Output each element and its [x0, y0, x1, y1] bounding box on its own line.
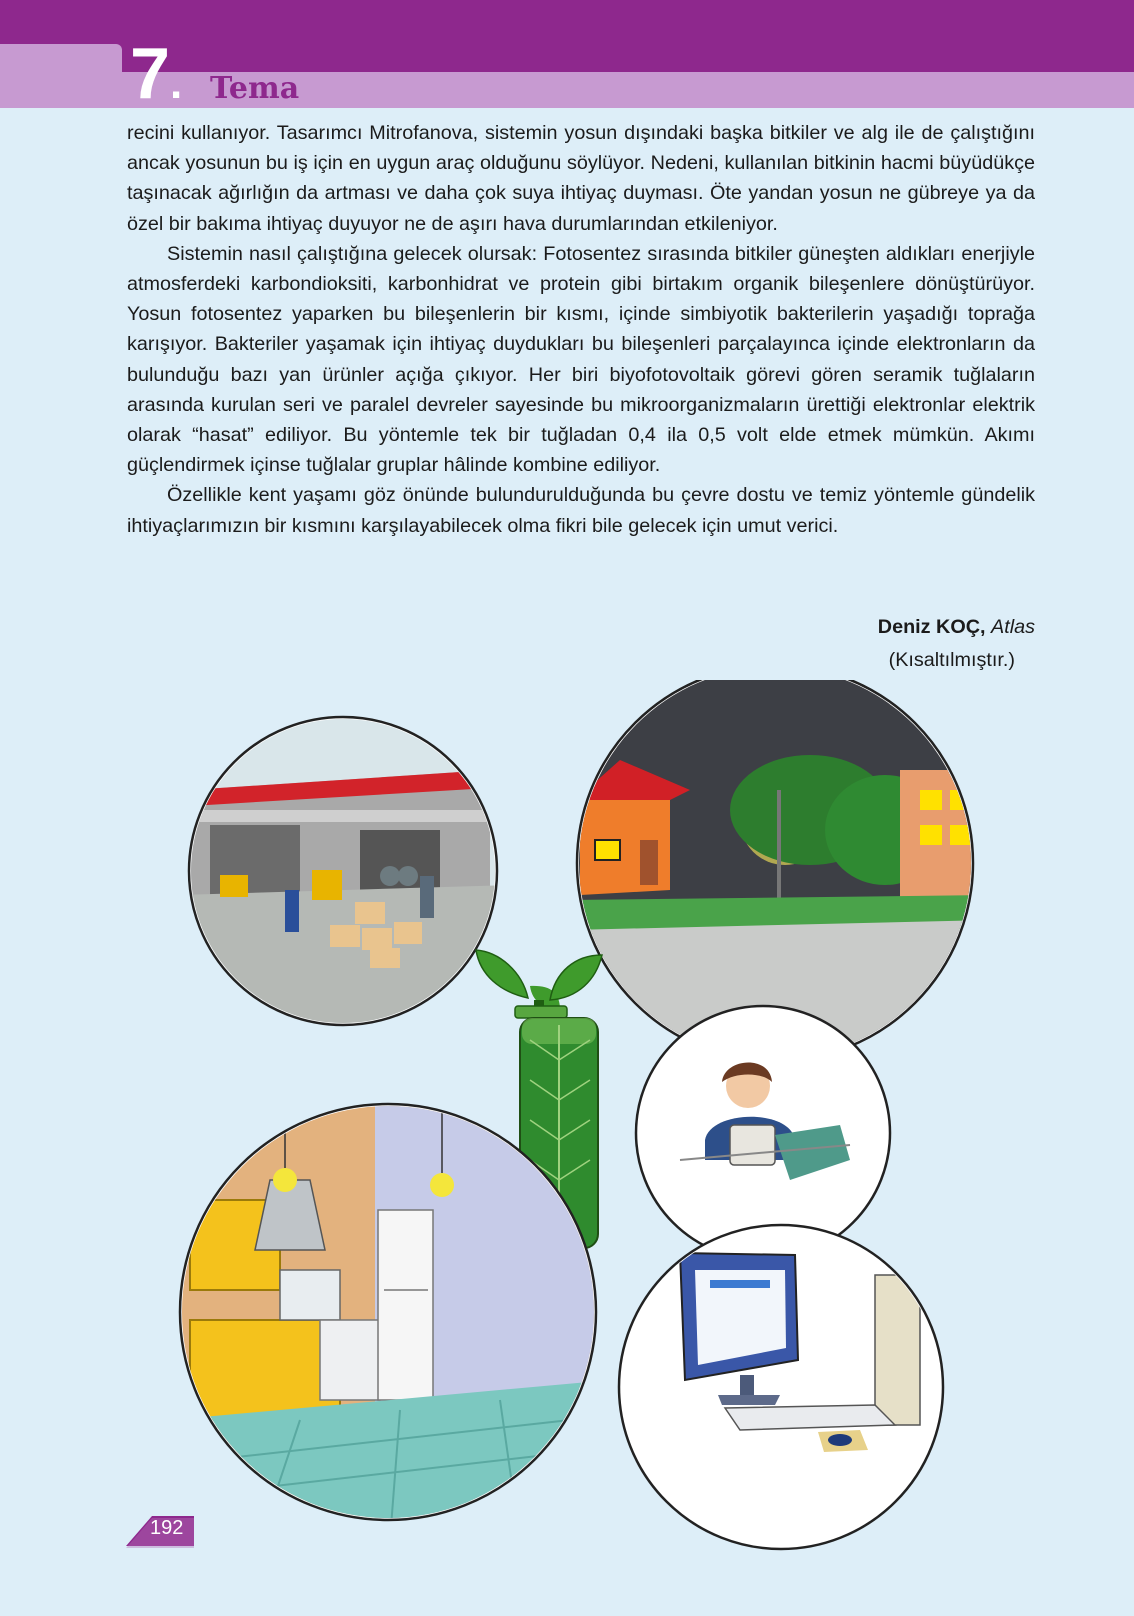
warehouse-scene: [180, 710, 510, 1040]
chapter-title: Tema: [210, 71, 300, 106]
paragraph-2: Sistemin nasıl çalıştığına gelecek olursak: Fotosentez sırasında bitkiler güneşten aldıkları enerjiyle atmosferdeki karbondioksiti, karbonhidrat ve protein gibi birtakım organik bileşenlere dönüştürüyor. Yosun fotosentez yaparken bu bileşenlerin bir kısmı, içinde simbiyotik bakterilerin yaşadığı toprağa karışıyor. Bakteriler yaşamak için ihtiyaç duydukları bu bileşenleri parçalayınca içinde elektronların da bulunduğu bazı yan ürünler açığa çıkıyor. Her biri biyofotovoltaik görevi gören seramik tuğlaların arasında kurulan seri ve paralel devreler sayesinde bu mikroorganizmaların ürettiği elektronlar elektrik olarak “hasat” ediliyor. Bu yöntemle tek bir tuğladan 0,4 ila 0,5 volt elde etmek mümkün. Akımı güçlendirmek içinse tuğlalar gruplar hâlinde kombine ediliyor.: [127, 242, 1035, 477]
paragraph-3: Özellikle kent yaşamı göz önünde bulundurulduğunda bu çevre dostu ve temiz yöntemle gündelik ihtiyaçlarımızın bir kısmını karşılayabilecek olma fikri bile gelecek için umut verici.: [127, 484, 1035, 537]
article-body: [127, 118, 1035, 541]
source-note: (Kısaltılmıştır.): [888, 649, 1015, 671]
source-publication: Atlas: [991, 616, 1035, 638]
desktop-computer: [610, 1220, 950, 1560]
illustration-collage: [150, 680, 1010, 1560]
source-author: Deniz KOÇ,: [877, 616, 986, 638]
page-number: 192: [150, 1517, 184, 1539]
paragraph-1: recini kullanıyor. Tasarımcı Mitrofanova, sistemin yosun dışındaki başka bitkiler ve alg ile de çalıştığını ancak yosunun bu iş için en uygun araç olduğunu söylüyor. Nedeni, kullanılan bitkinin hacmi büyüdükçe taşınacak ağırlığın da artması ve daha çok suya ihtiyaç duyması. Öte yandan yosun ne gübreye ya da özel bir bakıma ihtiyaç duyuyor ne de aşırı hava durumlarından etkileniyor.: [127, 122, 1035, 235]
chapter-number: 7.: [130, 34, 183, 114]
chapter-tab: [0, 44, 122, 108]
source-citation: [878, 612, 1035, 642]
